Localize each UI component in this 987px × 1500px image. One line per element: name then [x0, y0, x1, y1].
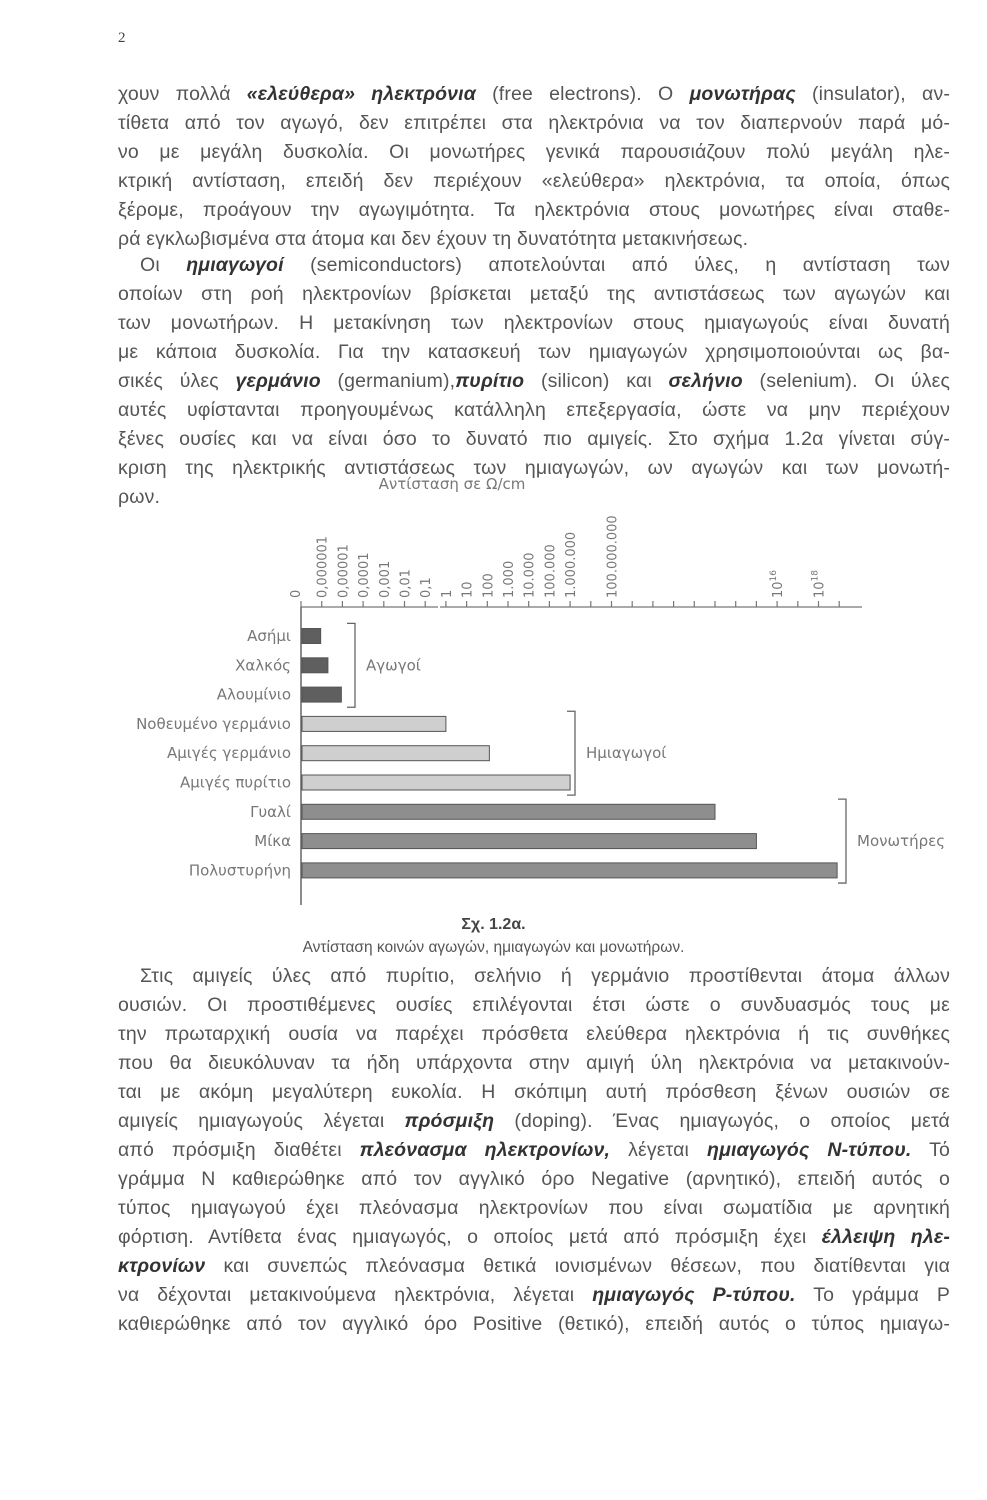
text-line	[118, 425, 950, 454]
text-run: αμιγείς ημιαγωγούς λέγεται	[118, 1110, 405, 1132]
text-line	[118, 1223, 950, 1252]
text-run: ξέρομε, προάγουν την αγωγιμότητα. Τα ηλεκτρόνια στους μονωτήρες είναι σταθε-	[118, 199, 950, 221]
text-run: τίθετα από τον αγωγό, δεν επιτρέπει στα ηλεκτρόνια να τον διαπερνούν παρά μό-	[118, 112, 950, 134]
x-tick-label	[543, 544, 558, 598]
x-tick-label-text: 0,00001	[336, 544, 352, 598]
text-line	[118, 991, 950, 1020]
text-run: από πρόσμιξη διαθέτει	[118, 1139, 360, 1161]
tick-exponent: 18	[810, 570, 821, 582]
page-number: 2	[118, 30, 126, 46]
text-line	[118, 138, 950, 167]
x-tick-label-text: 1.000.000	[564, 531, 580, 598]
x-tick-label-text	[769, 570, 786, 598]
category-label: Ασήμι	[247, 627, 291, 645]
text-run: την πρωταρχική ουσία να παρέχει πρόσθετα ελεύθερα ηλεκτρόνια ή τις συνθήκες	[118, 1023, 950, 1045]
x-tick-label-text: 10.000	[522, 552, 538, 598]
x-tick-label	[316, 536, 331, 598]
text-run: (silicon) και	[524, 370, 669, 392]
tick-base: 10	[771, 581, 787, 598]
text-run: νο με μεγάλη δυσκολία. Οι μονωτήρες γενικά παρουσιάζουν πολύ μεγάλη ηλε-	[118, 141, 950, 163]
x-tick-label	[769, 570, 786, 598]
x-tick-label-text	[811, 570, 828, 598]
text-run: και συνεπώς πλεόνασμα θετικά ιονισμένων θέσεων, που διατίθενται για	[205, 1255, 950, 1277]
category-label: Αμιγές γερμάνιο	[166, 744, 291, 763]
text-line	[118, 80, 950, 109]
text-line	[118, 1078, 950, 1107]
x-tick-label-text: 100.000	[543, 544, 559, 598]
bar	[302, 746, 489, 761]
x-tick-label-text: 1.000	[502, 560, 517, 598]
emphasized-term: μονωτήρας	[689, 83, 796, 105]
emphasized-term: ημιαγωγός P-τύπου.	[592, 1284, 796, 1306]
text-line	[118, 1310, 950, 1339]
x-tick-label	[399, 569, 414, 598]
x-tick-label	[357, 553, 372, 599]
x-tick-label	[606, 515, 621, 598]
text-run: λέγεται	[610, 1139, 708, 1161]
paragraph-doping	[118, 962, 950, 1339]
category-label: Μίκα	[254, 832, 291, 851]
text-line	[118, 1136, 950, 1165]
text-run: ξένες ουσίες και να είναι όσο το δυνατό πιο αμιγείς. Στο σχήμα 1.2α γίνεται σύγ-	[118, 428, 950, 450]
text-run: να δέχονται μετακινούμενα ηλεκτρόνια, λέγεται	[118, 1284, 593, 1306]
emphasized-term: κτρονίων	[118, 1255, 206, 1277]
text-run: (insulator), αν-	[795, 83, 950, 105]
bar	[302, 687, 341, 702]
text-run: ουσιών. Οι προστιθέμενες ουσίες επιλέγονται έτσι ώστε ο συνδυασμός τους με	[118, 994, 950, 1016]
emphasized-term: γερμάνιο	[235, 370, 321, 392]
x-tick-label	[564, 532, 579, 598]
x-tick-label	[523, 553, 538, 599]
text-line	[118, 225, 950, 254]
text-run: ρων.	[118, 486, 161, 508]
x-tick-label-text: 0,001	[377, 560, 393, 598]
text-line	[118, 367, 950, 396]
text-run: γράμμα N καθιερώθηκε από τον αγγλικό όρο Negative (αρνητικό), επειδή αυτός ο	[118, 1168, 950, 1190]
text-line	[118, 309, 950, 338]
category-label: Νοθευμένο γερμάνιο	[136, 714, 291, 733]
category-label: Γυαλί	[250, 802, 291, 821]
x-tick-label	[811, 570, 828, 598]
x-tick-label-text: 10	[460, 581, 476, 598]
text-line	[118, 1107, 950, 1136]
text-line	[118, 251, 950, 280]
text-run: των μονωτήρων. Η μετακίνηση των ηλεκτρονίων στους ημιαγωγούς είναι δυνατή	[118, 312, 950, 334]
figure-caption: Αντίσταση κοινών αγωγών, ημιαγωγών και μονωτήρων.	[302, 939, 685, 956]
category-label: Αλουμίνιο	[216, 685, 291, 704]
bar	[302, 658, 328, 673]
x-tick-label	[289, 590, 304, 598]
text-run: (doping). Ένας ημιαγωγός, ο οποίος μετά	[494, 1110, 950, 1132]
x-tick-label	[419, 577, 434, 598]
x-tick-label-text: 100.000.000	[605, 515, 621, 598]
group-bracket	[838, 799, 846, 883]
text-line	[118, 396, 950, 425]
x-tick-label	[378, 561, 393, 598]
text-run: καθιερώθηκε από τον αγγλικό όρο Positive (θετικό), επειδή αυτός ο τύπος ημιαγω-	[118, 1313, 950, 1335]
bar	[302, 775, 570, 790]
emphasized-term: ημιαγωγοί	[186, 254, 284, 276]
text-run: (selenium). Οι ύλες	[742, 370, 951, 392]
text-line	[118, 196, 950, 225]
x-tick-label-text: 1	[439, 589, 455, 598]
text-line	[118, 338, 950, 367]
emphasized-term: πρόσμιξη	[404, 1110, 495, 1132]
text-run: κτρική αντίσταση, επειδή δεν περιέχουν «ελεύθερα» ηλεκτρόνια, τα οποία, όπως	[118, 170, 950, 192]
x-tick-label-text: 100	[481, 573, 497, 598]
category-label: Αμιγές πυρίτιο	[179, 773, 291, 792]
text-run: που θα διευκόλυναν τα ήδη υπάρχοντα στην αμιγή ύλη ηλεκτρόνια να μετακινούν-	[118, 1052, 950, 1074]
x-tick-label	[461, 581, 476, 598]
emphasized-term: «ελεύθερα» ηλεκτρόνια	[246, 83, 476, 105]
text-run: Το γράμμα P	[795, 1284, 950, 1306]
text-run: Οι	[140, 254, 187, 276]
text-run: (semiconductors) αποτελούνται από ύλες, η αντίσταση των	[283, 254, 951, 276]
text-line	[118, 1252, 950, 1281]
x-tick-label-text: 0	[289, 589, 304, 598]
group-bracket	[347, 623, 355, 707]
text-run: σικές ύλες	[118, 370, 236, 392]
emphasized-term: σελήνιο	[668, 370, 743, 392]
group-label: Ημιαγωγοί	[586, 744, 667, 763]
bar	[302, 834, 756, 849]
category-label: Πολυστυρήνη	[188, 861, 291, 880]
emphasized-term: ημιαγωγός N-τύπου.	[707, 1139, 912, 1161]
bar	[302, 863, 837, 878]
chart-title: Αντίσταση σε Ω/cm	[378, 475, 526, 493]
x-tick-label-text: 0,01	[398, 569, 414, 598]
x-tick-label	[440, 590, 455, 598]
x-tick-label	[502, 561, 517, 598]
bar	[302, 716, 446, 731]
text-run: Στις αμιγείς ύλες από πυρίτιο, σελήνιο ή γερμάνιο προστίθενται άτομα άλλων	[140, 965, 950, 987]
text-line	[118, 109, 950, 138]
text-line	[118, 1281, 950, 1310]
x-tick-label	[336, 544, 351, 598]
tick-exponent: 16	[769, 570, 780, 582]
resistance-bar-chart	[0, 455, 987, 915]
text-run: φόρτιση. Αντίθετα ένας ημιαγωγός, ο οποίος μετά από πρόσμιξη έχει	[118, 1226, 822, 1248]
text-run: ρά εγκλωβισμένα στα άτομα και δεν έχουν τη δυνατότητα μετακινήσεως.	[118, 228, 749, 250]
text-run: οποίων στη ροή ηλεκτρονίων βρίσκεται μεταξύ της αντιστάσεως των αγωγών και	[118, 283, 950, 305]
emphasized-term: έλλειψη ηλε-	[821, 1226, 950, 1248]
text-run: κριση της ηλεκτρικής αντιστάσεως των ημιαγωγών, ων αγωγών και των μονωτή-	[118, 457, 950, 479]
text-line	[118, 1194, 950, 1223]
text-line	[118, 1165, 950, 1194]
text-run: ται με ακόμη μεγαλύτερη ευκολία. Η σκόπιμη αυτή πρόσθεση ξένων ουσιών σε	[118, 1081, 950, 1103]
tick-base: 10	[812, 581, 828, 598]
x-tick-label-text: 0,0001	[357, 552, 373, 598]
x-tick-label-text: 0,000001	[315, 535, 331, 598]
figure-number: Σχ. 1.2α.	[461, 916, 526, 933]
x-tick-label-text: 0,1	[419, 577, 435, 598]
text-line	[118, 167, 950, 196]
text-run: αυτές υφίστανται προηγουμένως κατάλληλη επεξεργασία, ώστε να μην περιέχουν	[118, 399, 950, 421]
text-line	[118, 1049, 950, 1078]
group-label: Μονωτήρες	[857, 832, 946, 851]
emphasized-term: πυρίτιο	[455, 370, 525, 392]
text-line	[118, 962, 950, 991]
bar	[302, 629, 321, 644]
emphasized-term: πλεόνασμα ηλεκτρονίων,	[359, 1139, 611, 1161]
text-run: Τό	[911, 1139, 950, 1161]
text-run: τύπος ημιαγωγού έχει πλεόνασμα ηλεκτρονίων που είναι σωματίδια με αρνητική	[118, 1197, 950, 1219]
text-run: (free electrons). Ο	[475, 83, 690, 105]
text-line	[118, 280, 950, 309]
text-run: με κάποια δυσκολία. Για την κατασκευή των ημιαγωγών χρησιμοποιούνται ως βα-	[118, 341, 950, 363]
paragraph-insulators	[118, 80, 950, 254]
bar	[302, 804, 715, 819]
text-run: (germanium),	[320, 370, 456, 392]
x-tick-label	[481, 573, 496, 598]
text-run: χουν πολλά	[118, 83, 247, 105]
text-line	[118, 1020, 950, 1049]
group-label: Αγωγοί	[366, 656, 421, 675]
category-label: Χαλκός	[235, 656, 291, 675]
